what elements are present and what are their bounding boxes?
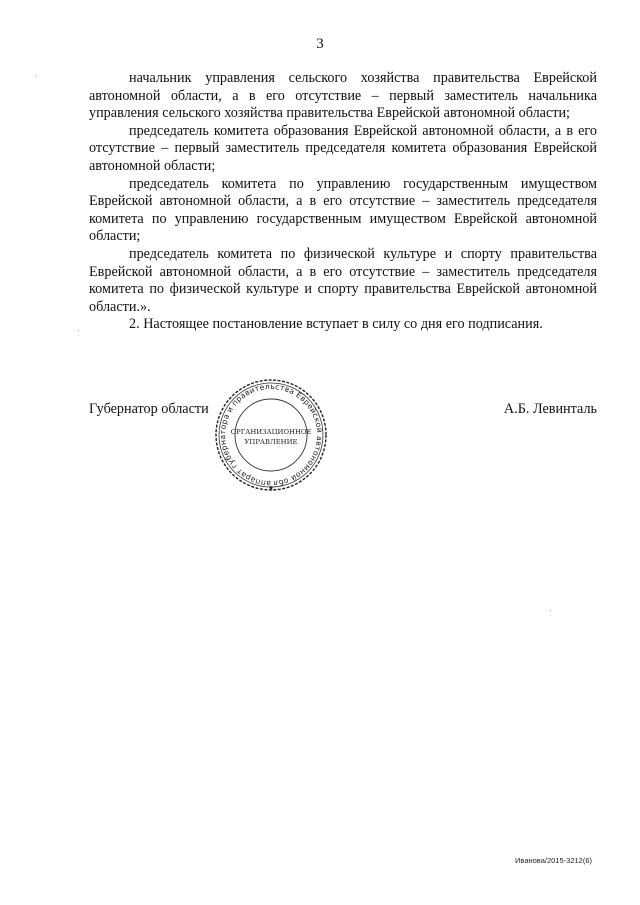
page-number: 3 xyxy=(316,36,324,52)
signer-title: Губернатор области xyxy=(89,401,209,417)
seal-ring-text: аппарат губернатора и правительства Еврейской автономной обл xyxy=(217,381,325,489)
scan-speck xyxy=(550,610,551,611)
scan-speck xyxy=(35,75,36,76)
paragraph-agriculture: начальник управления сельского хозяйства правительства Еврейской автономной области, а в его отсутствие – первый заместитель начальника управления сельского хозяйства правительства Еврейской автономной области; xyxy=(89,70,597,122)
signer-name: А.Б. Левинталь xyxy=(503,401,597,417)
paragraph-property: председатель комитета по управлению государственным имуществом Еврейской автономной области, а в его отсутствие – заместитель председателя комитета по управлению государственным имуществом Еврейской автономной области; xyxy=(89,175,597,245)
document-body xyxy=(89,70,597,334)
seal-center-line2: УПРАВЛЕНИЕ xyxy=(244,438,298,446)
paragraph-sport: председатель комитета по физической культуре и спорту правительства Еврейской автономной области, а в его отсутствие – заместитель председателя комитета по физической культуре и спорту правительства Еврейской автономной области.». xyxy=(89,245,597,315)
svg-text:★: ★ xyxy=(267,484,275,492)
document-reference: Иванова/2015-3212(6) xyxy=(515,856,592,865)
paragraph-education: председатель комитета образования Еврейской автономной области, а в его отсутствие – первый заместитель председателя комитета образования Еврейской автономной области; xyxy=(89,122,597,174)
scan-speck xyxy=(78,330,79,331)
seal-center-line1: ОРГАНИЗАЦИОННОЕ xyxy=(230,428,312,436)
paragraph-effective-date: 2. Настоящее постановление вступает в силу со дня его подписания. xyxy=(129,316,543,333)
official-seal xyxy=(206,377,336,495)
